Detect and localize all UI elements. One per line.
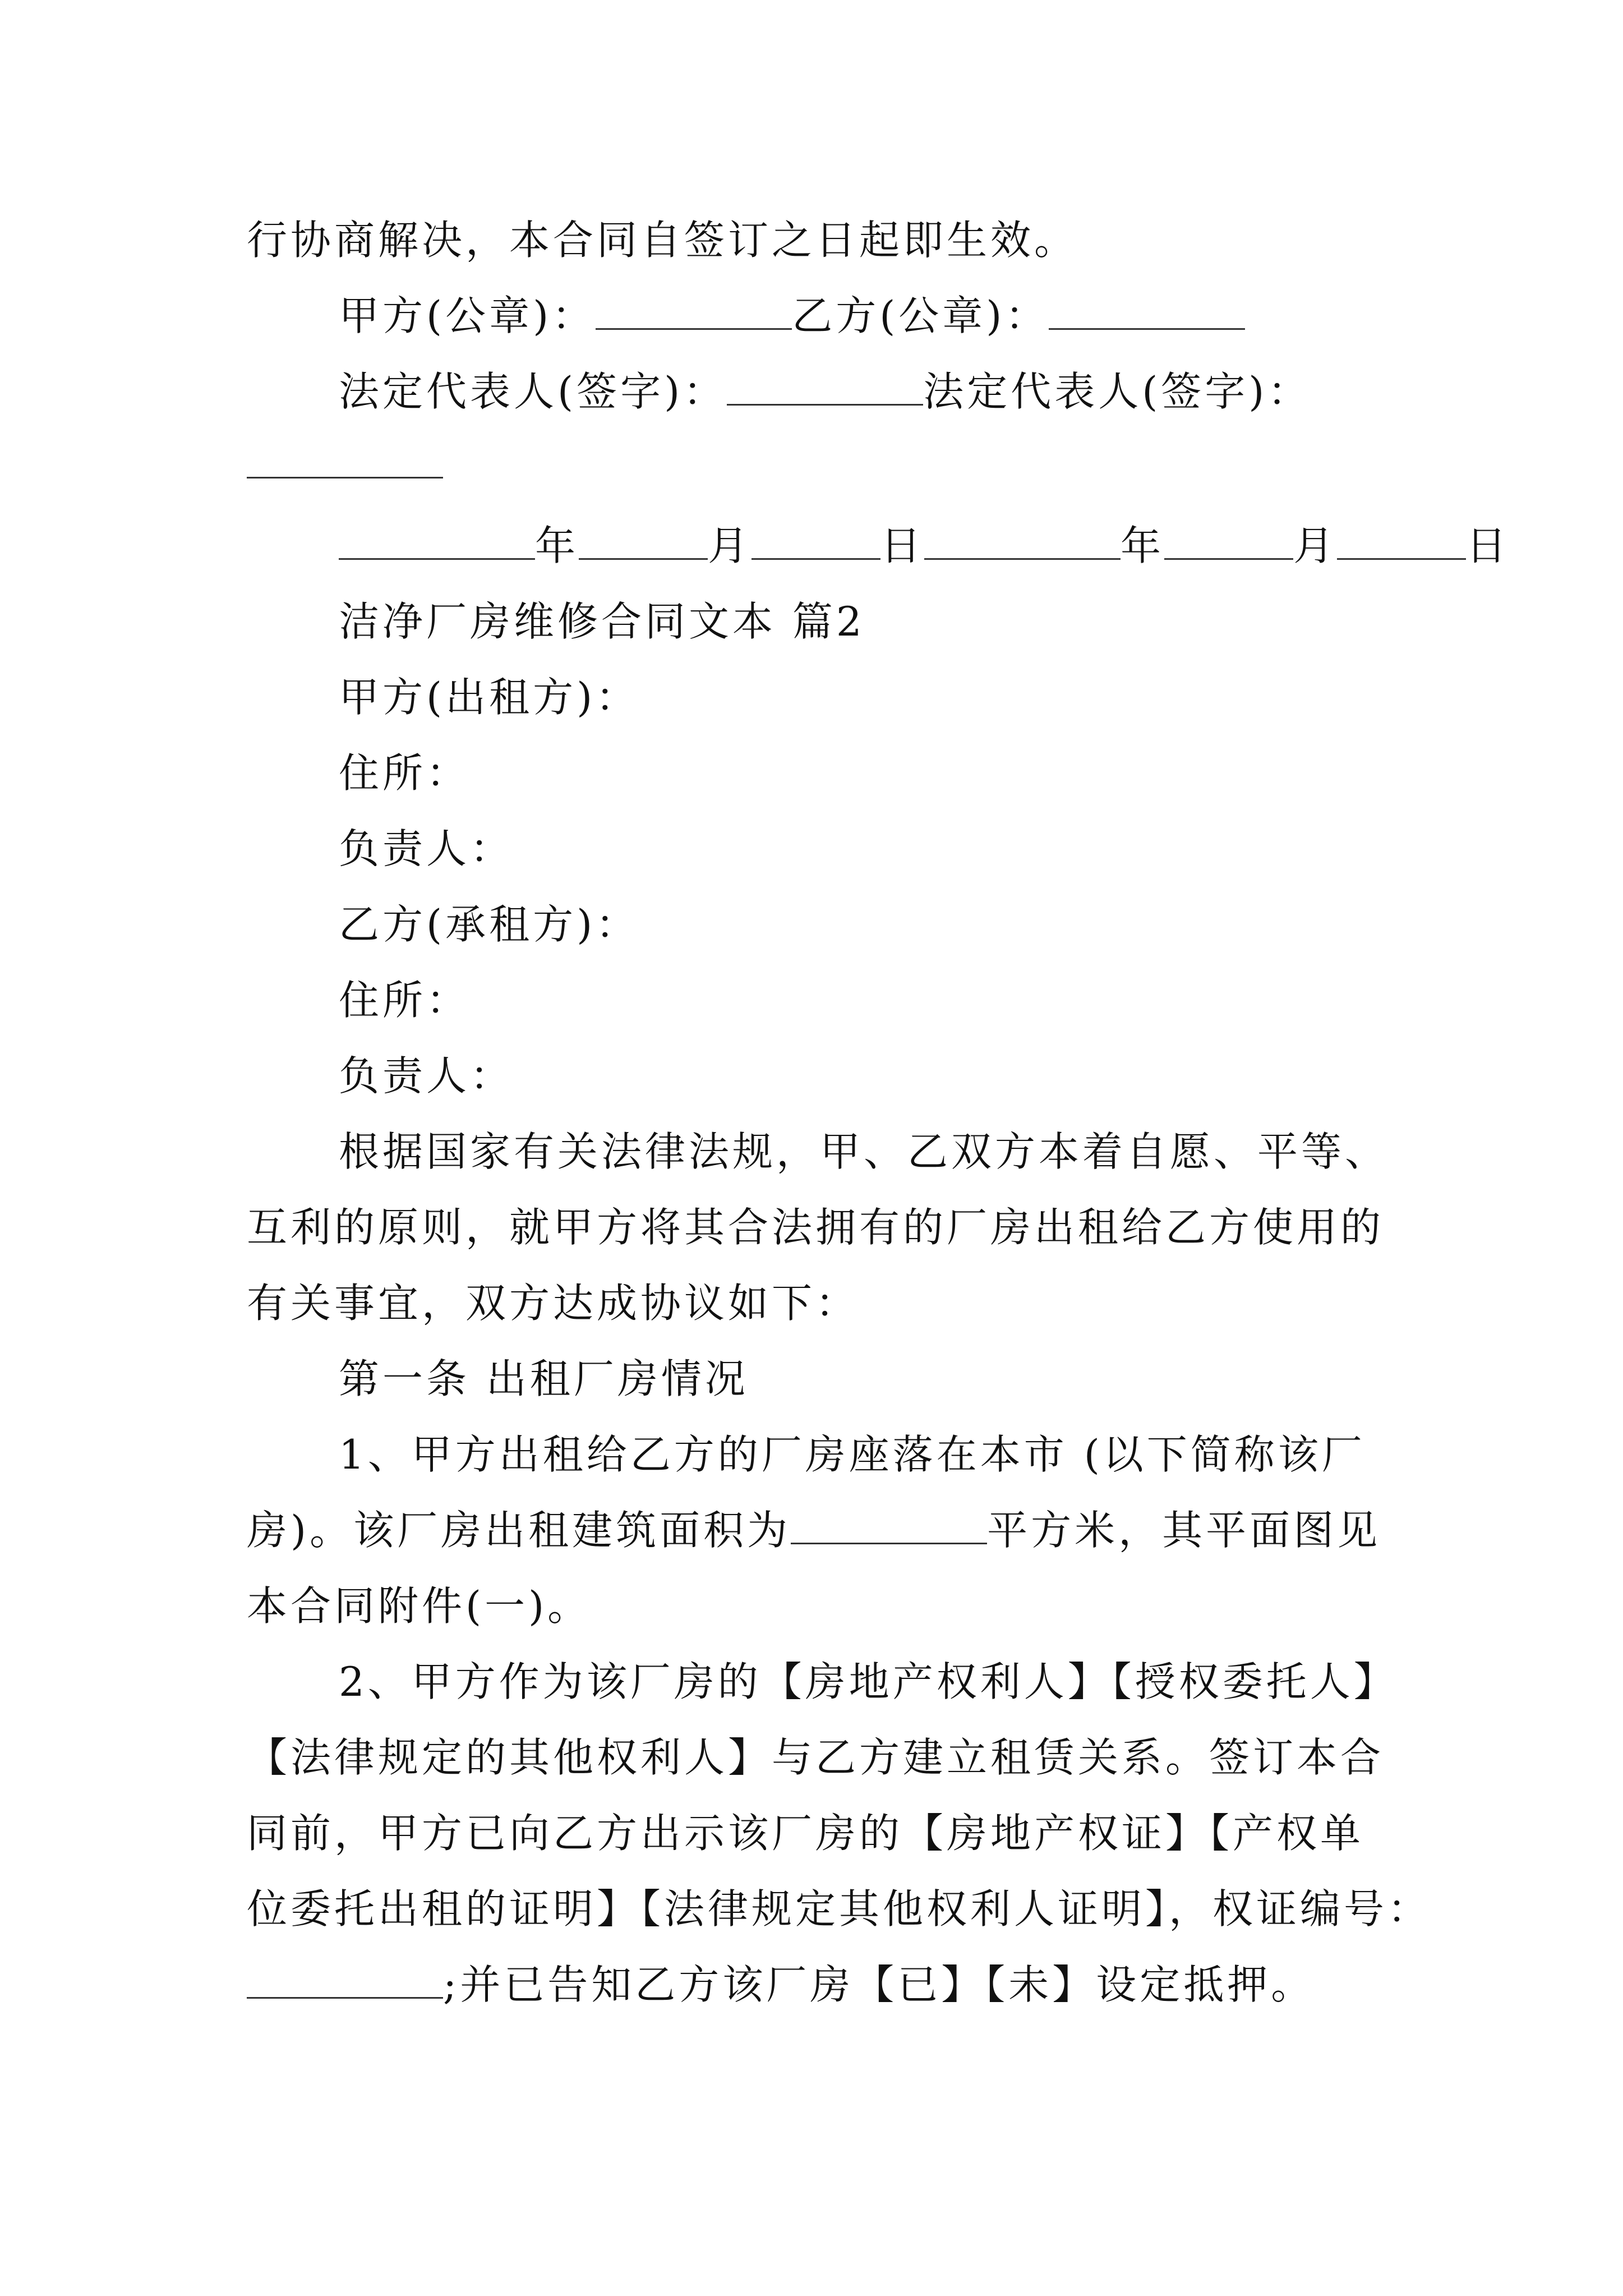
blank-line: [596, 295, 792, 330]
text-segment: 房)。该厂房出租建筑面积为: [247, 1507, 791, 1554]
blank-line: [247, 443, 443, 478]
section-title: 洁净厂房维修合同文本 篇2: [339, 598, 865, 645]
day-label: 日: [880, 522, 925, 569]
text-line: 负责人：: [339, 1052, 514, 1099]
text-line: 根据国家有关法律法规，甲、乙双方本着自愿、平等、: [339, 1128, 1389, 1175]
party-a-seal-label: 甲方(公章)：: [339, 292, 596, 339]
text-line: 互利的原则，就甲方将其合法拥有的厂房出租给乙方使用的: [247, 1204, 1385, 1251]
blank-line: [727, 370, 923, 406]
text-line: 1、甲方出租给乙方的厂房座落在本市 (以下简称该厂: [339, 1431, 1366, 1478]
text-line: 住所：: [339, 977, 471, 1024]
month-label: 月: [1293, 522, 1338, 569]
text-line: 负责人：: [339, 825, 514, 872]
signature-seal-line: [339, 289, 1245, 343]
text-line: 【法律规定的其他权利人】与乙方建立租赁关系。签订本合: [247, 1734, 1385, 1781]
blank-line: [579, 524, 708, 560]
month-label: 月: [708, 522, 752, 569]
party-b-seal-label: 乙方(公章)：: [792, 292, 1049, 339]
blank-line: [1164, 524, 1293, 560]
blank-line: [339, 524, 535, 560]
blank-line-row: [247, 438, 443, 491]
date-line: [339, 519, 1510, 573]
blank-line: [1337, 524, 1466, 560]
article-heading: 第一条 出租厂房情况: [339, 1355, 749, 1402]
text-line: 同前，甲方已向乙方出示该厂房的【房地产权证】【产权单: [247, 1810, 1364, 1857]
year-label: 年: [1121, 522, 1165, 569]
text-line: 乙方(承租方)：: [339, 901, 640, 948]
text-line: 住所：: [339, 749, 471, 797]
text-segment: ;并已告知乙方该厂房【已】【未】设定抵押。: [443, 1961, 1315, 2008]
year-label: 年: [535, 522, 579, 569]
signature-rep-line: [339, 365, 1311, 418]
text-line: 甲方(出租方)：: [339, 674, 640, 721]
text-line: 行协商解决，本合同自签订之日起即生效。: [247, 217, 1078, 264]
party-b-rep-label: 法定代表人(签字)：: [923, 368, 1312, 415]
text-line: 位委托出租的证明】【法律规定其他权利人证明】，权证编号：: [247, 1885, 1432, 1932]
text-line: 本合同附件(一)。: [247, 1582, 592, 1630]
blank-line: [751, 524, 880, 560]
blank-line: [1049, 295, 1245, 330]
text-line: [247, 1958, 1315, 2012]
text-line: [247, 1503, 1381, 1557]
day-label: 日: [1466, 522, 1510, 569]
blank-line: [924, 524, 1121, 560]
blank-line: [247, 1963, 443, 1999]
text-segment: 平方米，其平面图见: [987, 1507, 1381, 1554]
blank-line: [791, 1509, 987, 1544]
text-line: 有关事宜，双方达成协议如下：: [247, 1280, 860, 1327]
text-line: 2、甲方作为该厂房的【房地产权利人】【授权委托人】: [339, 1658, 1398, 1705]
party-a-rep-label: 法定代表人(签字)：: [339, 368, 727, 415]
